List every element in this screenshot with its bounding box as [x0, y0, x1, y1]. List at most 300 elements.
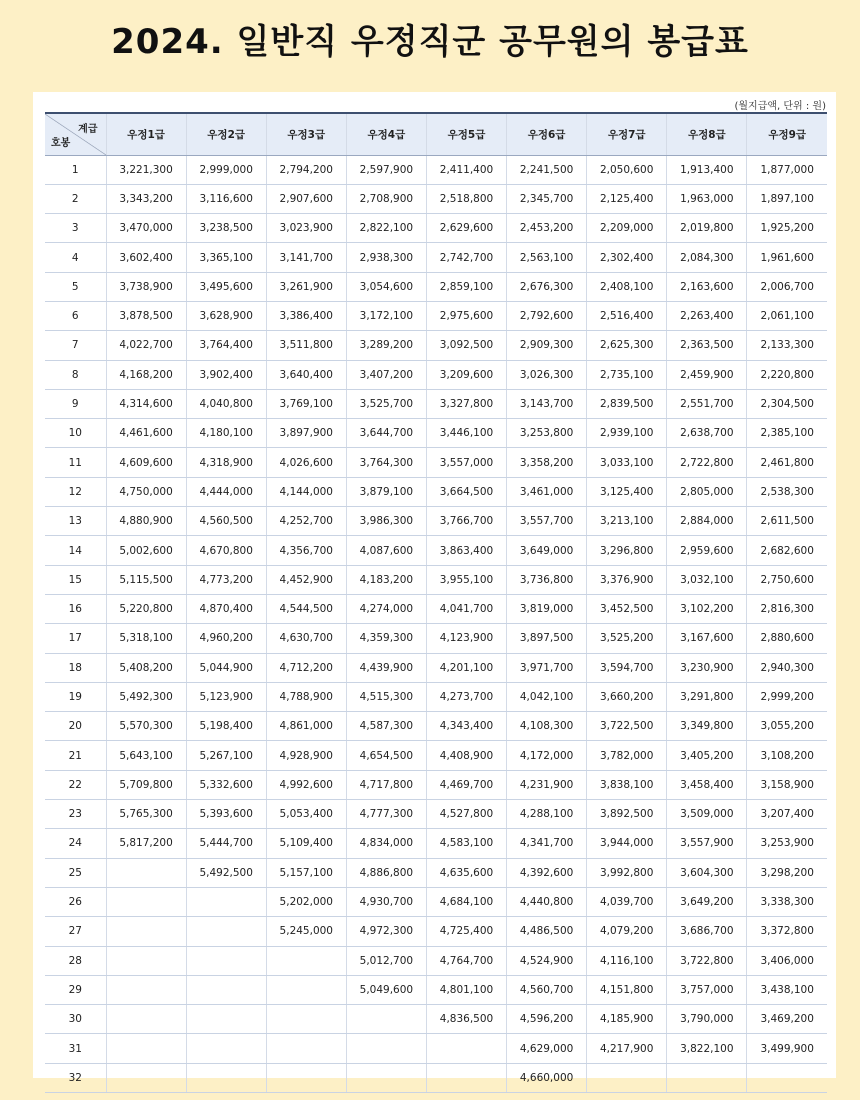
- table-row: [45, 712, 827, 741]
- salary-cell: 4,886,800: [346, 858, 426, 887]
- salary-cell: 4,461,600: [106, 419, 186, 448]
- salary-cell: 3,557,700: [507, 507, 587, 536]
- salary-cell: 3,358,200: [507, 448, 587, 477]
- salary-cell: 2,163,600: [667, 272, 747, 301]
- salary-cell: 4,834,000: [346, 829, 426, 858]
- salary-cell: 2,209,000: [587, 214, 667, 243]
- salary-cell: 4,273,700: [426, 682, 506, 711]
- step-cell: 19: [45, 682, 106, 711]
- salary-cell: 4,544,500: [266, 594, 346, 623]
- step-cell: 3: [45, 214, 106, 243]
- salary-cell: 3,141,700: [266, 243, 346, 272]
- step-cell: 9: [45, 389, 106, 418]
- step-cell: 7: [45, 331, 106, 360]
- salary-cell: 3,649,200: [667, 887, 747, 916]
- salary-cell: 3,736,800: [507, 565, 587, 594]
- salary-cell: 5,709,800: [106, 770, 186, 799]
- salary-cell: 5,053,400: [266, 800, 346, 829]
- salary-cell: 4,185,900: [587, 1005, 667, 1034]
- salary-cell: 4,201,100: [426, 653, 506, 682]
- salary-cell: 4,670,800: [186, 536, 266, 565]
- salary-cell: 2,859,100: [426, 272, 506, 301]
- step-cell: 2: [45, 184, 106, 213]
- salary-cell: [106, 946, 186, 975]
- salary-cell: 2,708,900: [346, 184, 426, 213]
- salary-cell: 3,819,000: [507, 594, 587, 623]
- salary-cell: 3,782,000: [587, 741, 667, 770]
- table-row: [45, 214, 827, 243]
- salary-cell: 2,133,300: [747, 331, 827, 360]
- salary-cell: 4,440,800: [507, 887, 587, 916]
- salary-cell: 4,930,700: [346, 887, 426, 916]
- salary-cell: 3,971,700: [507, 653, 587, 682]
- step-cell: 12: [45, 477, 106, 506]
- salary-cell: 2,518,800: [426, 184, 506, 213]
- salary-cell: 2,302,400: [587, 243, 667, 272]
- step-cell: 30: [45, 1005, 106, 1034]
- salary-cell: 2,084,300: [667, 243, 747, 272]
- table-row: [45, 272, 827, 301]
- salary-cell: 3,296,800: [587, 536, 667, 565]
- salary-cell: 5,002,600: [106, 536, 186, 565]
- salary-cell: 2,940,300: [747, 653, 827, 682]
- column-header: 우정3급: [266, 113, 346, 155]
- salary-cell: 2,625,300: [587, 331, 667, 360]
- salary-cell: [186, 1063, 266, 1092]
- salary-cell: 3,879,100: [346, 477, 426, 506]
- salary-cell: [186, 1034, 266, 1063]
- salary-cell: 3,469,200: [747, 1005, 827, 1034]
- salary-cell: 4,773,200: [186, 565, 266, 594]
- header-row: [45, 113, 827, 155]
- salary-cell: 3,992,800: [587, 858, 667, 887]
- table-row: [45, 946, 827, 975]
- salary-cell: 3,509,000: [667, 800, 747, 829]
- table-row: [45, 653, 827, 682]
- salary-cell: 4,151,800: [587, 975, 667, 1004]
- table-row: [45, 917, 827, 946]
- column-header: 우정7급: [587, 113, 667, 155]
- salary-cell: 3,365,100: [186, 243, 266, 272]
- step-cell: 11: [45, 448, 106, 477]
- table-row: [45, 243, 827, 272]
- table-row: [45, 1005, 827, 1034]
- salary-cell: 4,629,000: [507, 1034, 587, 1063]
- corner-step-label: 호봉: [51, 137, 71, 149]
- table-row: [45, 829, 827, 858]
- salary-cell: 2,880,600: [747, 624, 827, 653]
- salary-cell: [186, 1005, 266, 1034]
- salary-cell: 4,444,000: [186, 477, 266, 506]
- salary-cell: 3,897,900: [266, 419, 346, 448]
- salary-cell: 3,033,100: [587, 448, 667, 477]
- salary-cell: 5,220,800: [106, 594, 186, 623]
- salary-cell: [186, 917, 266, 946]
- salary-cell: 3,253,900: [747, 829, 827, 858]
- salary-cell: 4,108,300: [507, 712, 587, 741]
- salary-cell: [186, 946, 266, 975]
- salary-cell: 5,765,300: [106, 800, 186, 829]
- salary-cell: 1,913,400: [667, 155, 747, 184]
- salary-cell: 2,363,500: [667, 331, 747, 360]
- salary-cell: 4,356,700: [266, 536, 346, 565]
- salary-cell: [106, 887, 186, 916]
- salary-cell: 4,452,900: [266, 565, 346, 594]
- salary-cell: 4,560,700: [507, 975, 587, 1004]
- salary-cell: 3,594,700: [587, 653, 667, 682]
- salary-cell: [667, 1063, 747, 1092]
- salary-cell: 2,909,300: [507, 331, 587, 360]
- step-cell: 6: [45, 301, 106, 330]
- salary-cell: 2,263,400: [667, 301, 747, 330]
- salary-cell: 4,041,700: [426, 594, 506, 623]
- salary-cell: 3,298,200: [747, 858, 827, 887]
- salary-cell: [266, 1063, 346, 1092]
- salary-cell: 4,022,700: [106, 331, 186, 360]
- step-cell: 1: [45, 155, 106, 184]
- table-row: [45, 155, 827, 184]
- salary-cell: 3,032,100: [667, 565, 747, 594]
- salary-cell: 2,006,700: [747, 272, 827, 301]
- salary-cell: 2,938,300: [346, 243, 426, 272]
- step-cell: 21: [45, 741, 106, 770]
- salary-cell: 3,738,900: [106, 272, 186, 301]
- salary-cell: 5,245,000: [266, 917, 346, 946]
- page-title: 2024. 일반직 우정직군 공무원의 봉급표: [111, 22, 749, 62]
- salary-cell: 2,061,100: [747, 301, 827, 330]
- salary-cell: [186, 975, 266, 1004]
- salary-cell: 4,788,900: [266, 682, 346, 711]
- salary-table: [45, 112, 827, 1093]
- salary-cell: 5,109,400: [266, 829, 346, 858]
- salary-cell: 3,291,800: [667, 682, 747, 711]
- salary-cell: 2,805,000: [667, 477, 747, 506]
- salary-cell: 3,023,900: [266, 214, 346, 243]
- salary-cell: 5,492,300: [106, 682, 186, 711]
- salary-cell: 4,359,300: [346, 624, 426, 653]
- salary-cell: 2,792,600: [507, 301, 587, 330]
- salary-cell: 2,516,400: [587, 301, 667, 330]
- salary-cell: 4,725,400: [426, 917, 506, 946]
- salary-cell: 3,213,100: [587, 507, 667, 536]
- salary-cell: 5,044,900: [186, 653, 266, 682]
- table-row: [45, 741, 827, 770]
- column-header: 우정2급: [186, 113, 266, 155]
- salary-cell: 3,026,300: [507, 360, 587, 389]
- step-cell: 5: [45, 272, 106, 301]
- salary-cell: 3,557,900: [667, 829, 747, 858]
- table-row: [45, 565, 827, 594]
- salary-cell: 4,217,900: [587, 1034, 667, 1063]
- salary-cell: 4,801,100: [426, 975, 506, 1004]
- salary-cell: 4,183,200: [346, 565, 426, 594]
- step-cell: 29: [45, 975, 106, 1004]
- salary-cell: 4,596,200: [507, 1005, 587, 1034]
- salary-cell: 3,158,900: [747, 770, 827, 799]
- table-row: [45, 419, 827, 448]
- salary-cell: 2,125,400: [587, 184, 667, 213]
- salary-cell: 4,717,800: [346, 770, 426, 799]
- salary-cell: 5,492,500: [186, 858, 266, 887]
- salary-cell: 4,040,800: [186, 389, 266, 418]
- salary-cell: 3,461,000: [507, 477, 587, 506]
- salary-cell: 3,102,200: [667, 594, 747, 623]
- table-row: [45, 800, 827, 829]
- salary-cell: [106, 858, 186, 887]
- column-header: 우정8급: [667, 113, 747, 155]
- step-cell: 28: [45, 946, 106, 975]
- salary-cell: 3,764,400: [186, 331, 266, 360]
- step-cell: 16: [45, 594, 106, 623]
- salary-cell: 3,525,200: [587, 624, 667, 653]
- salary-cell: 4,515,300: [346, 682, 426, 711]
- salary-cell: 4,392,600: [507, 858, 587, 887]
- step-cell: 22: [45, 770, 106, 799]
- salary-cell: 3,955,100: [426, 565, 506, 594]
- salary-cell: 2,638,700: [667, 419, 747, 448]
- salary-cell: 2,019,800: [667, 214, 747, 243]
- salary-table-body: [45, 155, 827, 1093]
- column-header: 우정6급: [507, 113, 587, 155]
- salary-cell: 5,408,200: [106, 653, 186, 682]
- salary-cell: 3,143,700: [507, 389, 587, 418]
- salary-cell: 2,884,000: [667, 507, 747, 536]
- salary-cell: 5,332,600: [186, 770, 266, 799]
- salary-cell: 2,563,100: [507, 243, 587, 272]
- salary-cell: 4,231,900: [507, 770, 587, 799]
- salary-cell: 3,757,000: [667, 975, 747, 1004]
- salary-cell: 4,486,500: [507, 917, 587, 946]
- table-row: [45, 1063, 827, 1092]
- step-cell: 26: [45, 887, 106, 916]
- table-row: [45, 536, 827, 565]
- column-header: 우정5급: [426, 113, 506, 155]
- salary-cell: 3,405,200: [667, 741, 747, 770]
- salary-cell: 4,635,600: [426, 858, 506, 887]
- salary-cell: 3,822,100: [667, 1034, 747, 1063]
- salary-cell: 4,609,600: [106, 448, 186, 477]
- salary-cell: 3,557,000: [426, 448, 506, 477]
- salary-cell: 3,407,200: [346, 360, 426, 389]
- salary-cell: 3,660,200: [587, 682, 667, 711]
- salary-cell: 3,343,200: [106, 184, 186, 213]
- salary-cell: 3,386,400: [266, 301, 346, 330]
- salary-cell: 4,039,700: [587, 887, 667, 916]
- salary-cell: 4,777,300: [346, 800, 426, 829]
- salary-cell: 3,470,000: [106, 214, 186, 243]
- salary-cell: 2,611,500: [747, 507, 827, 536]
- step-cell: 13: [45, 507, 106, 536]
- salary-cell: 3,511,800: [266, 331, 346, 360]
- salary-cell: 4,042,100: [507, 682, 587, 711]
- salary-cell: 3,495,600: [186, 272, 266, 301]
- salary-cell: 3,209,600: [426, 360, 506, 389]
- step-cell: 23: [45, 800, 106, 829]
- unit-note: (월지급액, 단위 : 원): [734, 101, 826, 112]
- salary-cell: 2,839,500: [587, 389, 667, 418]
- salary-cell: 4,439,900: [346, 653, 426, 682]
- salary-cell: 2,742,700: [426, 243, 506, 272]
- salary-cell: 4,252,700: [266, 507, 346, 536]
- salary-cell: 3,722,500: [587, 712, 667, 741]
- salary-cell: 3,766,700: [426, 507, 506, 536]
- salary-cell: 4,341,700: [507, 829, 587, 858]
- salary-cell: 4,712,200: [266, 653, 346, 682]
- salary-cell: 4,524,900: [507, 946, 587, 975]
- step-cell: 31: [45, 1034, 106, 1063]
- step-cell: 18: [45, 653, 106, 682]
- salary-cell: 4,861,000: [266, 712, 346, 741]
- salary-cell: 3,764,300: [346, 448, 426, 477]
- salary-cell: 5,817,200: [106, 829, 186, 858]
- table-row: [45, 507, 827, 536]
- table-row: [45, 360, 827, 389]
- salary-cell: 5,444,700: [186, 829, 266, 858]
- salary-cell: 5,123,900: [186, 682, 266, 711]
- salary-cell: 3,116,600: [186, 184, 266, 213]
- step-cell: 20: [45, 712, 106, 741]
- salary-cell: 3,838,100: [587, 770, 667, 799]
- salary-cell: 5,318,100: [106, 624, 186, 653]
- salary-cell: 5,643,100: [106, 741, 186, 770]
- salary-cell: 3,406,000: [747, 946, 827, 975]
- salary-cell: 3,892,500: [587, 800, 667, 829]
- salary-cell: 1,961,600: [747, 243, 827, 272]
- table-row: [45, 184, 827, 213]
- salary-cell: 4,836,500: [426, 1005, 506, 1034]
- table-row: [45, 331, 827, 360]
- salary-cell: 4,960,200: [186, 624, 266, 653]
- salary-cell: 3,327,800: [426, 389, 506, 418]
- salary-cell: 2,750,600: [747, 565, 827, 594]
- salary-cell: 3,338,300: [747, 887, 827, 916]
- salary-cell: 4,583,100: [426, 829, 506, 858]
- salary-cell: 2,822,100: [346, 214, 426, 243]
- salary-cell: 3,238,500: [186, 214, 266, 243]
- salary-cell: 3,372,800: [747, 917, 827, 946]
- salary-cell: 1,877,000: [747, 155, 827, 184]
- table-row: [45, 887, 827, 916]
- salary-cell: [266, 975, 346, 1004]
- salary-cell: 3,092,500: [426, 331, 506, 360]
- salary-cell: 5,202,000: [266, 887, 346, 916]
- salary-cell: 3,253,800: [507, 419, 587, 448]
- salary-cell: 3,452,500: [587, 594, 667, 623]
- salary-cell: 2,722,800: [667, 448, 747, 477]
- table-row: [45, 301, 827, 330]
- salary-cell: [186, 887, 266, 916]
- salary-cell: 4,870,400: [186, 594, 266, 623]
- salary-cell: 4,172,000: [507, 741, 587, 770]
- salary-cell: 3,458,400: [667, 770, 747, 799]
- table-row: [45, 594, 827, 623]
- salary-cell: 3,686,700: [667, 917, 747, 946]
- salary-cell: 4,750,000: [106, 477, 186, 506]
- salary-cell: [426, 1063, 506, 1092]
- salary-cell: 3,446,100: [426, 419, 506, 448]
- salary-cell: 4,469,700: [426, 770, 506, 799]
- column-header: 우정1급: [106, 113, 186, 155]
- salary-cell: 4,144,000: [266, 477, 346, 506]
- table-row: [45, 624, 827, 653]
- salary-cell: [587, 1063, 667, 1092]
- salary-cell: 3,878,500: [106, 301, 186, 330]
- salary-cell: 2,459,900: [667, 360, 747, 389]
- salary-cell: 3,054,600: [346, 272, 426, 301]
- salary-cell: 5,393,600: [186, 800, 266, 829]
- salary-cell: 4,587,300: [346, 712, 426, 741]
- salary-cell: 2,408,100: [587, 272, 667, 301]
- salary-cell: 2,241,500: [507, 155, 587, 184]
- step-cell: 8: [45, 360, 106, 389]
- salary-cell: 4,288,100: [507, 800, 587, 829]
- table-row: [45, 858, 827, 887]
- salary-cell: 5,012,700: [346, 946, 426, 975]
- salary-cell: [426, 1034, 506, 1063]
- salary-cell: [346, 1005, 426, 1034]
- salary-cell: 2,939,100: [587, 419, 667, 448]
- salary-cell: 3,230,900: [667, 653, 747, 682]
- salary-cell: 3,897,500: [507, 624, 587, 653]
- salary-cell: [106, 1063, 186, 1092]
- salary-cell: 4,343,400: [426, 712, 506, 741]
- salary-cell: 2,345,700: [507, 184, 587, 213]
- salary-cell: 5,267,100: [186, 741, 266, 770]
- salary-cell: 2,999,000: [186, 155, 266, 184]
- step-cell: 10: [45, 419, 106, 448]
- salary-cell: 4,408,900: [426, 741, 506, 770]
- salary-cell: 2,461,800: [747, 448, 827, 477]
- step-cell: 17: [45, 624, 106, 653]
- salary-cell: 5,049,600: [346, 975, 426, 1004]
- salary-cell: 4,079,200: [587, 917, 667, 946]
- table-row: [45, 975, 827, 1004]
- step-cell: 15: [45, 565, 106, 594]
- salary-cell: [106, 1034, 186, 1063]
- salary-cell: 3,499,900: [747, 1034, 827, 1063]
- salary-cell: 2,682,600: [747, 536, 827, 565]
- salary-cell: 5,198,400: [186, 712, 266, 741]
- salary-cell: 1,963,000: [667, 184, 747, 213]
- table-row: [45, 389, 827, 418]
- step-cell: 24: [45, 829, 106, 858]
- salary-cell: 4,180,100: [186, 419, 266, 448]
- salary-cell: 4,123,900: [426, 624, 506, 653]
- salary-cell: 3,769,100: [266, 389, 346, 418]
- salary-cell: 2,816,300: [747, 594, 827, 623]
- salary-cell: [106, 1005, 186, 1034]
- salary-cell: 4,654,500: [346, 741, 426, 770]
- salary-cell: 1,925,200: [747, 214, 827, 243]
- salary-cell: 4,992,600: [266, 770, 346, 799]
- salary-cell: 5,115,500: [106, 565, 186, 594]
- salary-cell: 2,676,300: [507, 272, 587, 301]
- salary-cell: 3,644,700: [346, 419, 426, 448]
- salary-cell: [747, 1063, 827, 1092]
- salary-cell: [106, 917, 186, 946]
- salary-cell: 4,318,900: [186, 448, 266, 477]
- salary-cell: 3,349,800: [667, 712, 747, 741]
- salary-cell: 3,628,900: [186, 301, 266, 330]
- salary-cell: 4,116,100: [587, 946, 667, 975]
- column-header: 우정4급: [346, 113, 426, 155]
- salary-cell: 3,664,500: [426, 477, 506, 506]
- salary-cell: 2,959,600: [667, 536, 747, 565]
- salary-cell: 3,604,300: [667, 858, 747, 887]
- salary-cell: 3,376,900: [587, 565, 667, 594]
- table-row: [45, 448, 827, 477]
- salary-cell: 3,289,200: [346, 331, 426, 360]
